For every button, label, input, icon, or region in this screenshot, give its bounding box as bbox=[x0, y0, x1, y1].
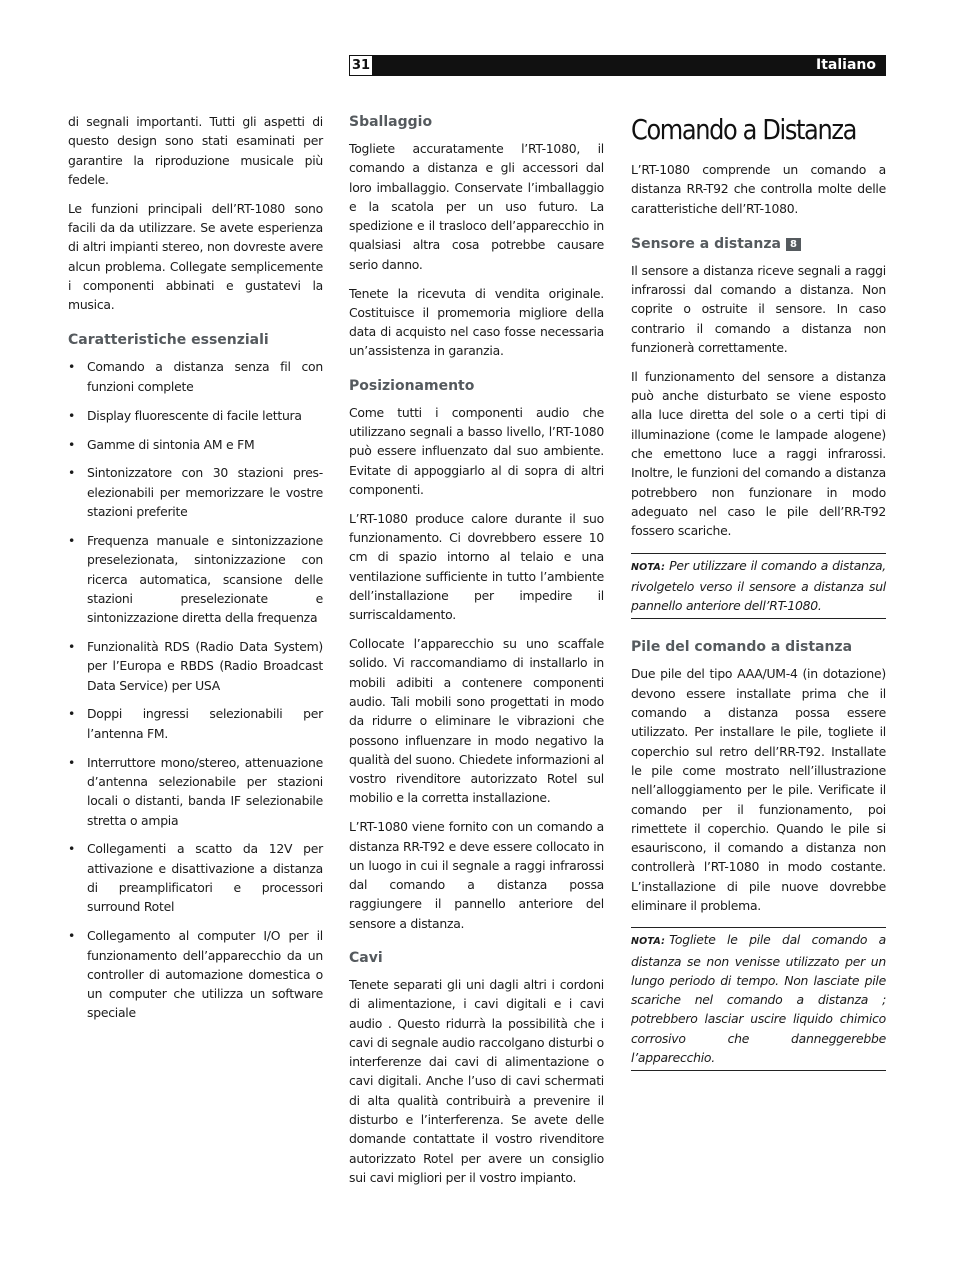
note-box bbox=[631, 553, 886, 620]
section-heading-cables: Cavi bbox=[349, 949, 383, 966]
figure-reference-badge: 8 bbox=[786, 238, 801, 251]
language-label: Italiano bbox=[816, 57, 876, 73]
features-list bbox=[68, 357, 323, 1022]
section-heading-sensor bbox=[631, 234, 886, 254]
list-item: • Collegamenti a scatto da 12V per attivazione e disattivazione a distanza di preamplificatori e processori surround Rotel bbox=[68, 839, 323, 916]
section-heading-features: Caratteristiche essenziali bbox=[68, 332, 269, 349]
list-item: • Doppi ingressi selezionabili per l’antenna FM. bbox=[68, 704, 323, 743]
list-item: • Funzionalità RDS (Radio Data System) per l’Europa e RBDS (Radio Broadcast Data Service) per USA bbox=[68, 637, 323, 695]
paragraph: L’RT-1080 produce calore durante il suo funzionamento. Ci dovrebbero essere 10 cm di spazio intorno al telaio e una ventilazione sufficiente in tutto l’ambiente dell’installazione per impedire il surriscaldamento. bbox=[349, 510, 604, 623]
paragraph: Le funzioni principali dell’RT-1080 sono facili da da utilizzare. Se avete esperienza di altri impianti stereo, non dovreste avere alcun problema. Collegate semplicemente i componenti abbinati e gustatevi la musica. bbox=[68, 200, 323, 313]
list-item: • Collegamento al computer I/O per il funzionamento dell’apparecchio da un controller di automazione domestica o un computer che utilizza un software speciale bbox=[68, 926, 323, 1022]
note-text: Togliete le pile dal comando a distanza se non venisse utilizzato per un lungo periodo di tempo. Non lasciate pile scariche nel comando a distanza ; potrebbero lasciar uscire liquido chimico corrosivo che danneggerebbe l’apparecchio. bbox=[631, 932, 886, 1066]
column-left bbox=[68, 112, 323, 1032]
list-item: • Interruttore mono/stereo, attenuazione d’antenna selezionabile per stazioni locali o distanti, banda IF selezionabile stretta o ampia bbox=[68, 753, 323, 830]
page-title: Comando a Distanza bbox=[631, 113, 856, 146]
list-item: • Display fluorescente di facile lettura bbox=[68, 406, 323, 425]
note-label: NOTA: bbox=[631, 561, 666, 573]
paragraph: Il funzionamento del sensore a distanza può anche disturbato se viene esposto alla luce diretta del sole o a certi tipi di illuminazione (come le lampade alogene) che emettono luce a raggi infrarossi. Inoltre, le funzioni del comando a distanza potrebbero non funzionare in modo adeguato nel caso le pile dell’RR-T92 fossero scariche. bbox=[631, 368, 886, 539]
paragraph: L’RT-1080 viene fornito con un comando a distanza RR-T92 e deve essere collocato in un luogo in cui il segnale a raggi infrarossi dal comando a distanza possa raggiungere il pannello anteriore del sensore a distanza. bbox=[349, 819, 604, 931]
paragraph: Tenete la ricevuta di vendita originale. Costituisce il promemoria migliore della data di acquisto nel caso fosse necessaria un’assistenza in garanzia. bbox=[349, 285, 604, 359]
sensor-heading-text: Sensore a distanza bbox=[631, 235, 781, 252]
list-item: • Frequenza manuale e sintonizzazione preselezionata, sintonizzazione con ricerca automatica, scansione delle stazioni preselezionate e sintonizzazione diretta della frequenza bbox=[68, 531, 323, 627]
list-item: • Gamme di sintonia AM e FM bbox=[68, 435, 323, 454]
paragraph: di segnali importanti. Tutti gli aspetti di questo design sono stati esaminati per garantire la riproduzione musicale più fedele. bbox=[68, 114, 323, 187]
section-heading-unpacking: Sballaggio bbox=[349, 114, 433, 130]
paragraph: Tenete separati gli uni dagli altri i cordoni di alimentazione, i cavi digitali e i cavi audio . Questo ridurrà la possibilità che i cavi di segnale audio raccolgano disturbi o interferenze dai cavi di alimentazione o cavi digitali. Anche l’uso di cavi schermati di alta qualità contribuirà a prevenire il disturbo e l’interferenza. Se avete delle domande contattate il vostro rivenditore autorizzato Rotel per avere un consiglio sui cavi migliori per il vostro impianto. bbox=[349, 976, 604, 1185]
section-heading-batteries: Pile del comando a distanza bbox=[631, 639, 853, 656]
paragraph: Due pile del tipo AAA/UM-4 (in dotazione) devono essere installate prima che il comando a distanza possa essere utilizzato. Per installare le pile, togliete il coperchio sul retro dell’RR-T92. Installate le pile come mostrato nell’illustrazione nell’alloggiamento per le pile. Verificate il comando per il funzionamento, poi rimettete il coperchio. Quando le pile si esauriscono, il comando a distanza non controllerà l’RT-1080 in modo costante. L’installazione di pile nuove dovrebbe eliminare il problema. bbox=[631, 666, 886, 913]
paragraph: Il sensore a distanza riceve segnali a raggi infrarossi dal comando a distanza. Non coprite o ostruite il sensore. In caso contrario il comando a distanza non funzionerà correttamente. bbox=[631, 262, 886, 356]
note-label: NOTA: bbox=[631, 936, 666, 948]
list-item: • Comando a distanza senza fil con funzioni complete bbox=[68, 357, 323, 396]
paragraph: L’RT-1080 comprende un comando a distanza RR-T92 che controlla molte delle caratteristiche dell’RT-1080. bbox=[631, 162, 886, 216]
note-box bbox=[631, 927, 886, 1071]
list-item: • Sintonizzatore con 30 stazioni pres-elezionabili per memorizzare le vostre stazioni preferite bbox=[68, 463, 323, 521]
paragraph: Collocate l’apparecchio su uno scaffale solido. Vi raccomandiamo di installarlo in mobili adibiti a contenere componenti audio. Tali mobili sono progettati in modo da ridurre o eliminare le vibrazioni che possono influenzare in modo negativo la qualità del suono. Chiedete informazioni al vostro rivenditore autorizzato Rotel sul mobilio e la corretta installazione. bbox=[349, 636, 604, 806]
header-bar bbox=[349, 55, 886, 76]
paragraph: Togliete accuratamente l’RT-1080, il comando a distanza e gli accessori dal loro imballaggio. Conservate l’imballaggio e la scatola per un uso futuro. La spedizione e il trasloco dell’apparecchio in qualsiasi altra cosa potrebbe causare serio danno. bbox=[349, 141, 604, 272]
column-middle bbox=[349, 112, 604, 1197]
note-text: Per utilizzare il comando a distanza, rivolgetelo verso il sensore a distanza sul pannello anteriore dell’RT-1080. bbox=[631, 557, 886, 614]
paragraph: Come tutti i componenti audio che utilizzano segnali a basso livello, l’RT-1080 può essere influenzato dal suo ambiente. Evitate di appoggiarlo al di sopra di altri componenti. bbox=[349, 404, 604, 497]
page-number: 31 bbox=[349, 55, 373, 76]
section-heading-placement: Posizionamento bbox=[349, 377, 475, 394]
column-right bbox=[631, 112, 886, 1089]
